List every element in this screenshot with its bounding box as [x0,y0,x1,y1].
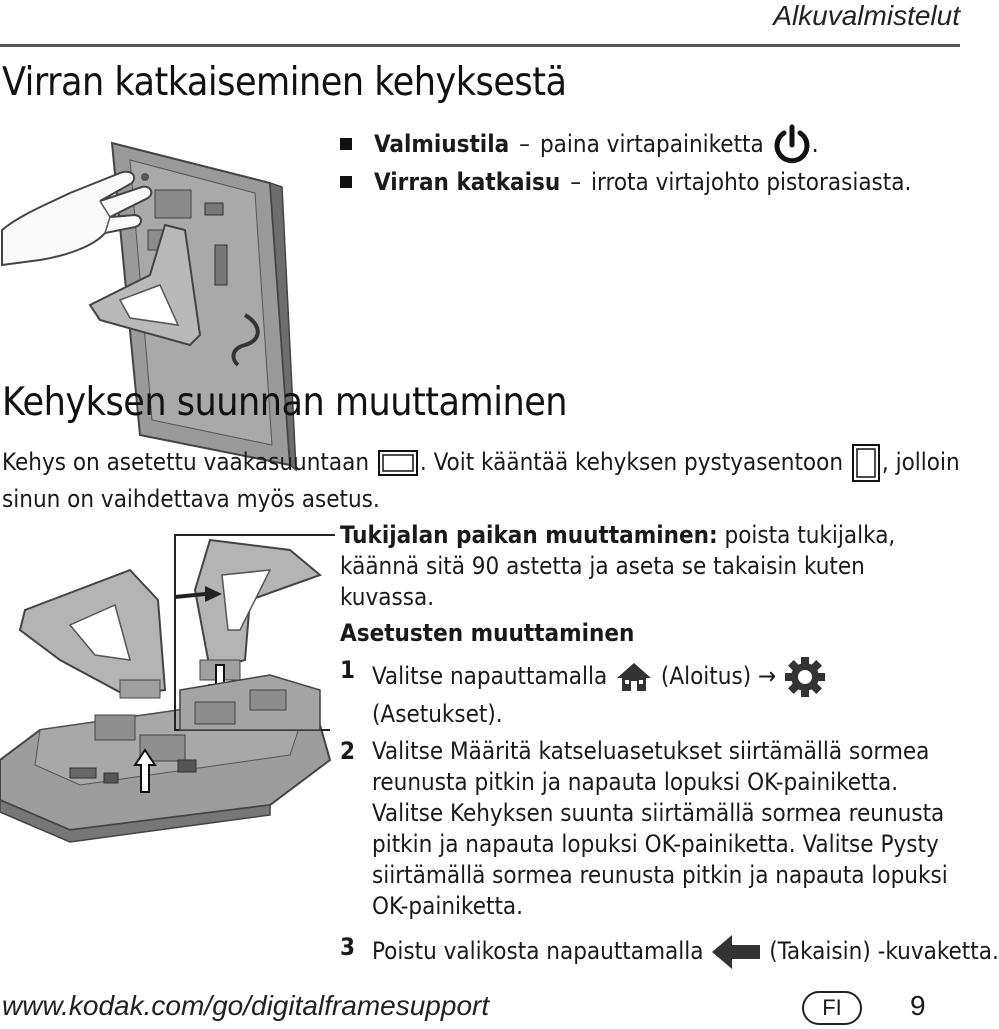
step-number: 2 [340,737,356,765]
intro-text-1: Kehys on asetettu vaakasuuntaan [2,448,370,476]
portrait-frame-icon [850,443,882,483]
step-body [372,932,999,972]
bullet-suffix: . [811,130,819,158]
back-arrow-icon [710,932,762,972]
stand-paragraph [340,520,960,613]
chapter-title: Alkuvalmistelut [773,0,960,31]
instructions-panel [340,520,999,972]
intro-text-2: . Voit kääntää kehyksen pystyasentoon [419,448,844,476]
stand-label: Tukijalan paikan muuttaminen: [340,521,718,549]
settings-heading: Asetusten muuttaminen [340,619,635,647]
step-line: Valitse Kehyksen suunta siirtämällä sormea reunusta [372,799,945,827]
step-line: Valitse Määritä katseluasetukset siirtämällä sormea [372,737,930,765]
step-text: Poistu valikosta napauttamalla [372,937,704,965]
landscape-frame-icon [376,448,420,478]
bullet-text: irrota virtajohto pistorasiasta. [591,168,912,196]
step-1 [340,655,960,730]
step-line: siirtämällä sormea reunusta pitkin ja napauta lopuksi [372,861,948,889]
section-title-orientation: Kehyksen suunnan muuttaminen [2,380,568,425]
back-label: (Takaisin) -kuvaketta. [769,937,999,965]
bullet-dash: – [570,168,582,196]
stand-rotation-illustration [0,530,335,860]
step-line: reunusta pitkin ja napauta lopuksi OK-painiketta. [372,768,899,796]
bullet-term: Valmiustila [374,130,510,158]
step-text: Valitse napauttamalla [372,662,608,690]
section-title-power-off: Virran katkaiseminen kehyksestä [2,60,567,105]
bullet-dash: – [519,130,530,158]
settings-label: (Asetukset). [372,700,503,728]
header-divider [0,44,960,47]
step-3 [340,932,999,972]
step-2 [340,736,960,922]
step-arrow: → [758,662,777,690]
orientation-intro [2,443,960,516]
bullet-text: paina virtapainiketta [539,130,764,158]
intro-text-line2: sinun on vaihdettava myös asetus. [2,485,380,513]
gear-icon [783,655,827,699]
bullet-marker [340,176,352,188]
step-number: 3 [340,933,356,961]
step-line: pitkin ja napauta lopuksi OK-painiketta. Valitse Pysty [372,830,939,858]
bullet-standby [340,124,819,164]
frame-power-button-illustration [0,135,300,365]
language-badge: FI [802,991,862,1025]
support-url[interactable]: www.kodak.com/go/digitalframesupport [2,990,490,1021]
stand-text-2: käännä sitä 90 astetta ja aseta se takaisin kuten kuvassa. [340,552,865,611]
bullet-term: Virran katkaisu [374,168,561,196]
power-icon [772,124,812,164]
bullet-power-off [340,168,911,196]
step-number: 1 [340,656,356,684]
step-body [372,655,960,730]
home-icon [614,660,654,694]
intro-text-3: , jolloin [881,448,960,476]
home-label: (Aloitus) [660,662,752,690]
step-line: OK-painiketta. [372,892,523,920]
bullet-marker [340,138,352,150]
page-number: 9 [910,990,926,1021]
step-body [372,736,960,922]
stand-text-1: poista tukijalka, [724,521,896,549]
